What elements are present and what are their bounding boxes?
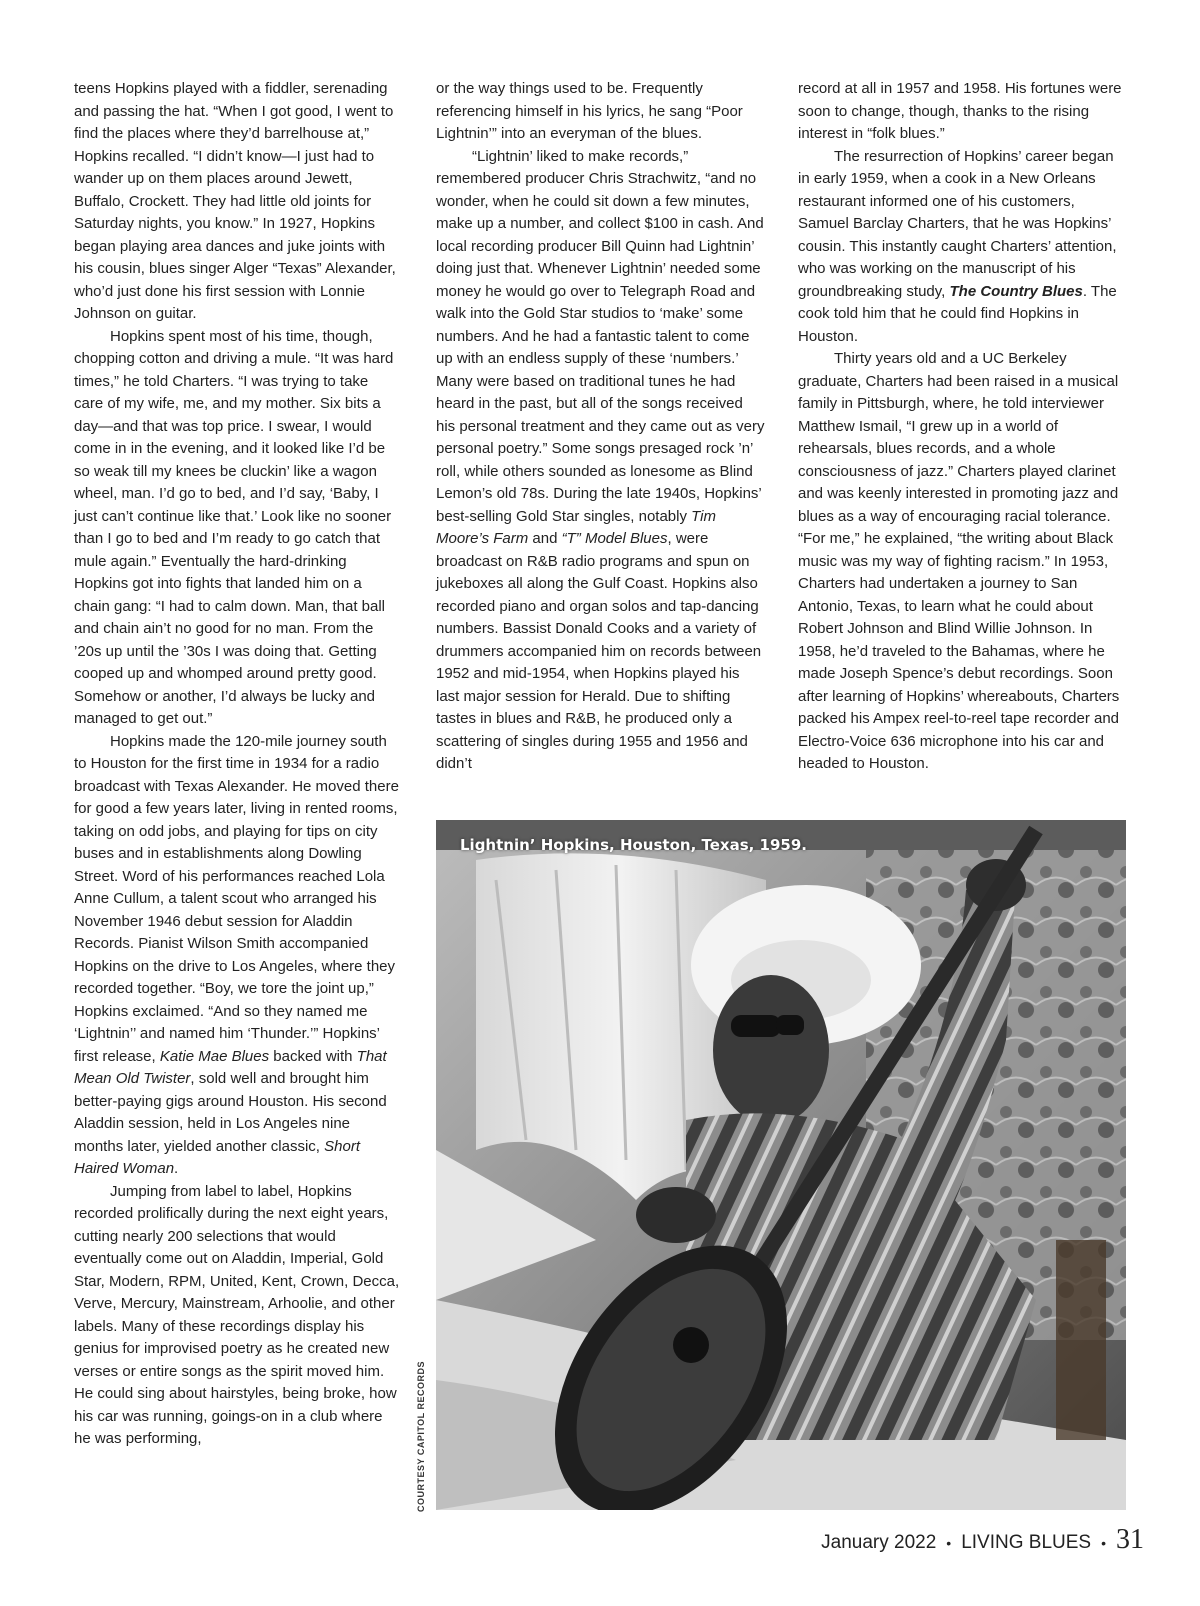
paragraph: record at all in 1957 and 1958. His fortunes were soon to change, though, thanks to the rising interest in “folk blues.” [798,80,1122,142]
article-column-2 [436,78,766,776]
paragraph: Hopkins spent most of his time, though, chopping cotton and driving a mule. “It was hard times,” he told Charters. “I was trying to take care of my wife, me, and my mother. Six bits a day—and that was top price. I swear, I would come in in the evening, and it looked like I’d be so weak till my knees be cluckin’ like a wagon wheel, man. I’d go to bed, and I’d say, ‘Baby, I just can’t continue like that.’ Look like no sooner than I go to bed and I’m ready to go catch that mule again.” Eventually the hard-drinking Hopkins got into fights that landed him on a chain gang: “I had to calm down. Man, that ball and chain ain’t no good for no man. From the ’20s up until the ’30s I was doing that. Getting cooped up and whomped around pretty good. Somehow or another, I’d always be lucky and managed to get out.” [74,327,394,727]
song-title: “T” Model Blues [561,530,668,547]
article-column-1 [74,78,400,1451]
issue-date: January 2022 [821,1532,937,1553]
paragraph: “Lightnin’ liked to make records,” remembered producer Chris Strachwitz, “and no wonder, when he could sit down a few minutes, make up a number, and collect $100 in cash. And local recording producer Bill Quinn had Lightnin’ doing just that. Whenever Lightnin’ needed some money he would go over to Telegraph Road and walk into the Gold Star studios to ‘make’ some numbers. And he had a fantastic talent to come up with an endless supply of these ‘numbers.’ Many were based on traditional tunes he had heard in the past, but all of the songs received his personal treatment and they came out as very personal poetry.” Some songs presaged rock ’n’ roll, while others sounded as lonesome as Blind Lemon’s old 78s. During the late 1940s, Hopkins’ best-selling Gold Star singles, notably Tim Moore’s Farm and “T” Model Blues, were broadcast on R&B radio programs and spun on jukeboxes all along the Gulf Coast. Hopkins also recorded piano and organ solos and tap-dancing numbers. Bassist Donald Cooks and a variety of drummers accompanied him on records between 1952 and mid-1954, when Hopkins played his last major session for Herald. Due to shifting tastes in blues and R&B, he produced only a scattering of singles during 1955 and 1956 and didn’t [436,147,765,772]
photo-illustration [436,820,1126,1510]
separator-dot: • [946,1535,952,1551]
paragraph: The resurrection of Hopkins’ career began in early 1959, when a cook in a New Orleans restaurant informed one of his customers, Samuel Barclay Charters, that he was Hopkins’ cousin. This instantly caught Charters’ attention, who was working on the manuscript of his groundbreaking study, The Country Blues. The cook told him that he could find Hopkins in Houston. [798,147,1117,345]
article-column-3 [798,78,1126,776]
photo-caption: Lightnin’ Hopkins, Houston, Texas, 1959. [460,836,807,854]
song-title: Katie Mae Blues [159,1047,270,1065]
book-title: The Country Blues [949,282,1083,300]
song-title: That Mean Old Twister [74,1047,387,1087]
paragraph: Hopkins made the 120-mile journey south to Houston for the first time in 1934 for a radio broadcast with Texas Alexander. He moved there for good a few years later, living in rented rooms, taking on odd jobs, and playing for tips on city buses and in establishments along Dowling Street. Word of his performances reached Lola Anne Cullum, a talent scout who arranged his November 1946 debut session for Aladdin Records. Pianist Wilson Smith accompanied Hopkins on the drive to Los Angeles, where they recorded together. “Boy, we tore the joint up,” Hopkins exclaimed. “And so they named me ‘Lightnin’’ and named him ‘Thunder.’” Hopkins’ first release, Katie Mae Blues backed with That Mean Old Twister, sold well and brought him better-paying gigs around Houston. His second Aladdin session, held in Los Angeles nine months later, yielded another classic, Short Haired Woman. [74,732,399,1177]
article-photo [436,820,1126,1510]
page-number: 31 [1116,1524,1144,1555]
song-title: Tim Moore’s Farm [436,507,716,547]
paragraph: Thirty years old and a UC Berkeley graduate, Charters had been raised in a musical family in Pittsburgh, where, he told interviewer Matthew Ismail, “I grew up in a world of rehearsals, blues records, and a whole consciousness of jazz.” Charters played clarinet and was keenly interested in promoting jazz and blues as a way of encouraging racial tolerance. “For me,” he explained, “the writing about Black music was my way of fighting racism.” In 1953, Charters had undertaken a journey to San Antonio, Texas, to learn what he could about Robert Johnson and Blind Willie Johnson. In 1958, he’d traveled to the Bahamas, where he made Joseph Spence’s debut recordings. Soon after learning of Hopkins’ whereabouts, Charters packed his Ampex reel-to-reel tape recorder and Electro-Voice 636 microphone into his car and headed to Houston. [798,350,1120,772]
magazine-name: LIVING BLUES [961,1532,1092,1553]
paragraph: Jumping from label to label, Hopkins recorded prolifically during the next eight years, cutting nearly 200 selections that would eventually come out on Aladdin, Imperial, Gold Star, Modern, RPM, United, Kent, Crown, Decca, Verve, Mercury, Mainstream, Arhoolie, and other labels. Many of these recordings display his genius for improvised poetry as he created new verses or entire songs as the spirit moved him. He could sing about hairstyles, being broke, how his car was running, goings-on in a club where he was performing, [74,1182,400,1447]
separator-dot: • [1101,1535,1106,1551]
song-title: Short Haired Woman [74,1137,360,1177]
photo-credit: COURTESY CAPITOL RECORDS [416,1360,426,1512]
paragraph: or the way things used to be. Frequently referencing himself in his lyrics, he sang “Poor Lightnin’” into an everyman of the blues. [436,80,743,142]
paragraph: teens Hopkins played with a fiddler, serenading and passing the hat. “When I got good, I went to find the places where they’d barrelhouse at,” Hopkins recalled. “I didn’t know—I just had to wander up on them places around Jewett, Buffalo, Crockett. They had little old joints for Saturday nights, you know.” In 1927, Hopkins began playing area dances and juke joints with his cousin, blues singer Alger “Texas” Alexander, who’d just done his first session with Lonnie Johnson on guitar. [74,80,396,322]
page-footer [821,1524,1144,1556]
